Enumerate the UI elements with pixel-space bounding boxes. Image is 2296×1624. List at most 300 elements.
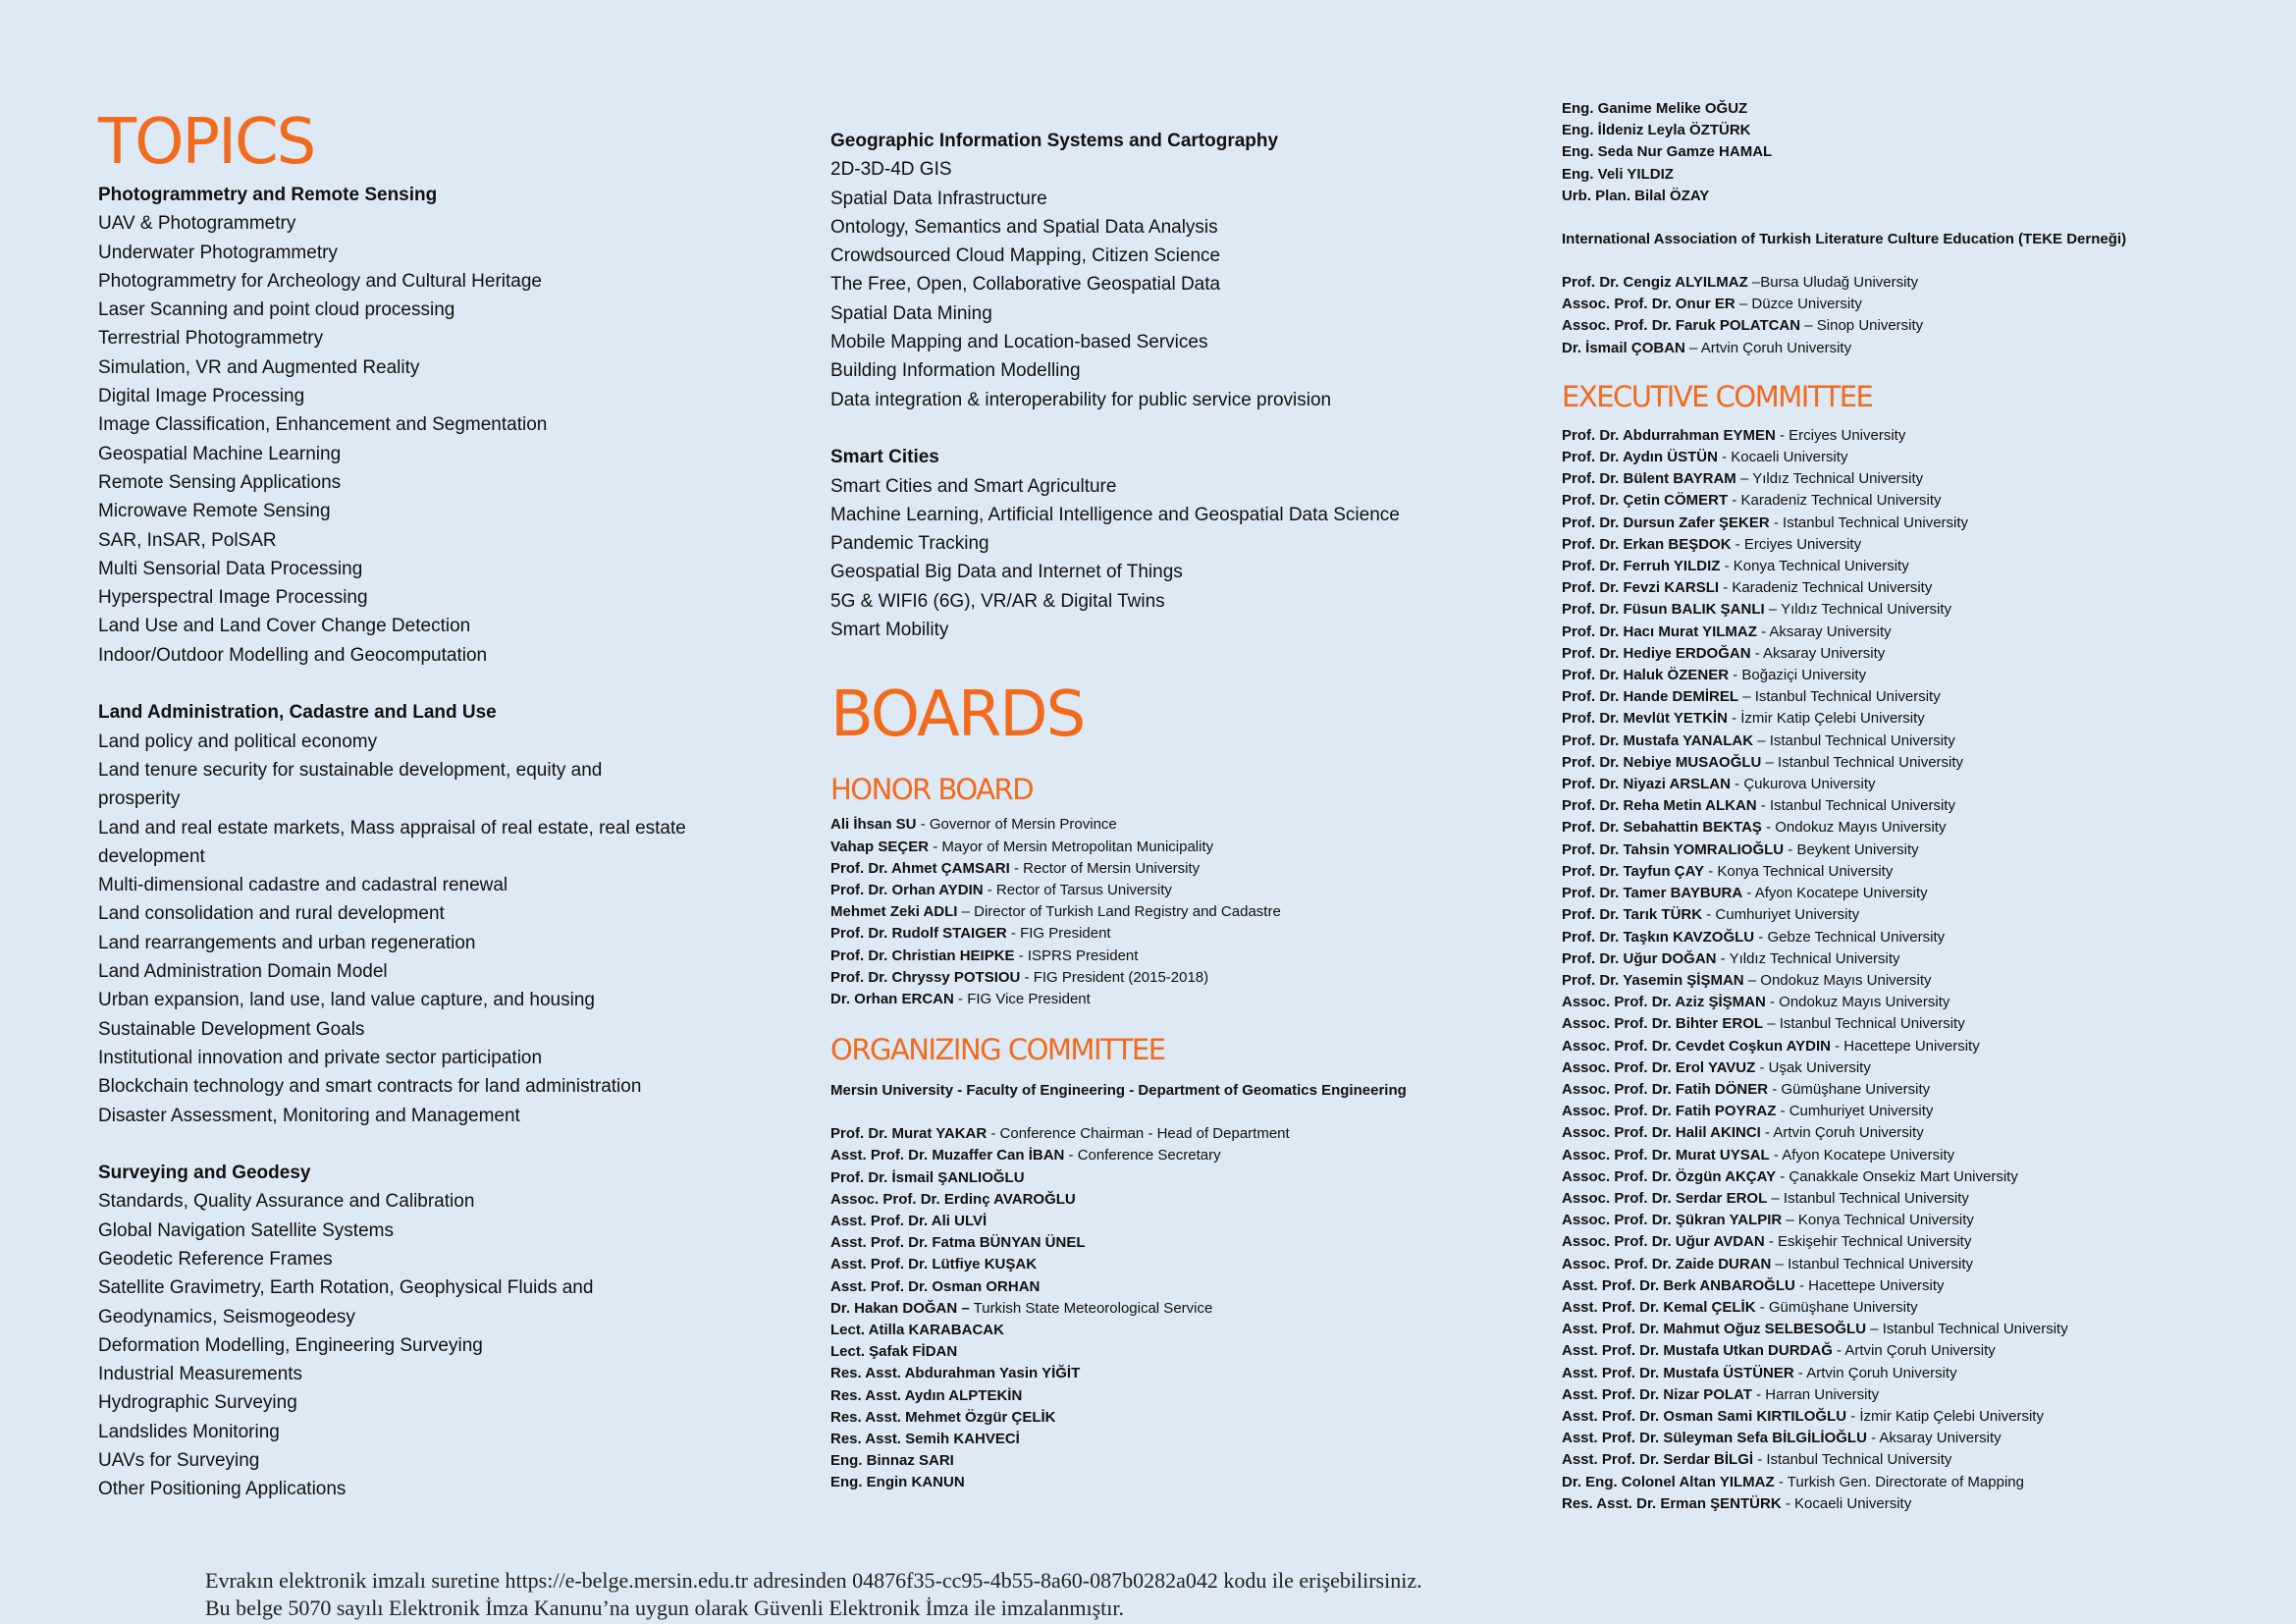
member-affiliation: - Governor of Mersin Province bbox=[916, 816, 1117, 834]
member-name: Asst. Prof. Dr. Mahmut Oğuz SELBESOĞLU bbox=[1562, 1321, 1867, 1338]
topic-item: Image Classification, Enhancement and Segmentation bbox=[98, 414, 548, 436]
member-row bbox=[830, 814, 1498, 836]
topic-item: Geodynamics, Seismogeodesy bbox=[98, 1306, 355, 1327]
member-row bbox=[830, 1211, 1498, 1232]
member-affiliation: – Ondokuz Mayıs University bbox=[1743, 971, 1932, 989]
member-name: Eng. Binnaz SARI bbox=[830, 1452, 954, 1470]
topic-item: Global Navigation Satellite Systems bbox=[98, 1219, 394, 1241]
member-name: Dr. Orhan ERCAN bbox=[830, 990, 954, 1007]
member-row bbox=[1562, 468, 2249, 490]
member-affiliation: - Afyon Kocatepe University bbox=[1769, 1146, 1955, 1164]
member-row bbox=[1562, 927, 2249, 948]
member-row bbox=[1562, 752, 2249, 774]
member-name: Eng. Veli YILDIZ bbox=[1562, 165, 1674, 183]
member-affiliation: - Istanbul Technical University bbox=[1753, 1451, 1952, 1469]
member-row bbox=[1562, 1101, 2249, 1122]
member-name: Res. Asst. Mehmet Özgür ÇELİK bbox=[830, 1408, 1056, 1426]
teke-heading: International Association of Turkish Literature Culture Education (TEKE Derneği) bbox=[1562, 231, 2127, 248]
member-row bbox=[1562, 686, 2249, 708]
topic-item: Multi-dimensional cadastre and cadastral renewal bbox=[98, 875, 508, 896]
member-row bbox=[1562, 1145, 2249, 1166]
member-name: Urb. Plan. Bilal ÖZAY bbox=[1562, 187, 1710, 204]
member-name: Prof. Dr. Füsun BALIK ŞANLI bbox=[1562, 601, 1765, 619]
member-affiliation: – Istanbul Technical University bbox=[1866, 1321, 2068, 1338]
member-affiliation: - FIG President (2015-2018) bbox=[1020, 968, 1209, 986]
member-name: Asst. Prof. Dr. Mustafa Utkan DURDAĞ bbox=[1562, 1342, 1833, 1360]
topic-item: Industrial Measurements bbox=[98, 1364, 303, 1385]
topic-item: Sustainable Development Goals bbox=[98, 1018, 365, 1040]
member-name: Asst. Prof. Dr. Fatma BÜNYAN ÜNEL bbox=[830, 1234, 1086, 1252]
member-row bbox=[1562, 315, 2249, 337]
column-topics-left bbox=[98, 0, 746, 1504]
member-name: Res. Asst. Aydın ALPTEKİN bbox=[830, 1386, 1023, 1404]
member-affiliation: – Istanbul Technical University bbox=[1761, 753, 1964, 771]
member-name: Ali İhsan SU bbox=[830, 816, 917, 834]
member-affiliation: - Afyon Kocatepe University bbox=[1742, 885, 1928, 902]
topic-item: Deformation Modelling, Engineering Surveying bbox=[98, 1334, 483, 1356]
member-name: Prof. Dr. Aydın ÜSTÜN bbox=[1562, 449, 1718, 466]
member-row bbox=[1562, 599, 2249, 621]
member-row bbox=[1562, 490, 2249, 512]
member-name: Prof. Dr. Chryssy POTSIOU bbox=[830, 968, 1021, 986]
member-affiliation: – Director of Turkish Land Registry and Cadastre bbox=[957, 903, 1281, 921]
member-name: Prof. Dr. Nebiye MUSAOĞLU bbox=[1562, 753, 1762, 771]
topic-item: UAVs for Surveying bbox=[98, 1450, 260, 1472]
member-name: Prof. Dr. Orhan AYDIN bbox=[830, 881, 984, 898]
topic-item: 5G & WIFI6 (6G), VR/AR & Digital Twins bbox=[830, 590, 1165, 612]
member-affiliation: – Istanbul Technical University bbox=[1771, 1255, 1974, 1272]
member-name: Asst. Prof. Dr. Lütfiye KUŞAK bbox=[830, 1256, 1038, 1273]
member-row bbox=[1562, 1122, 2249, 1144]
member-name: Prof. Dr. Çetin CÖMERT bbox=[1562, 492, 1729, 510]
member-row bbox=[1562, 708, 2249, 730]
topic-item: Urban expansion, land use, land value capture, and housing bbox=[98, 990, 595, 1011]
member-row bbox=[1562, 1036, 2249, 1057]
member-row bbox=[1562, 556, 2249, 577]
topic-item: Machine Learning, Artificial Intelligence and Geospatial Data Science bbox=[830, 504, 1400, 525]
member-affiliation: - Erciyes University bbox=[1775, 426, 1906, 444]
member-name: Prof. Dr. Taşkın KAVZOĞLU bbox=[1562, 928, 1755, 946]
member-affiliation: – Artvin Çoruh University bbox=[1684, 339, 1852, 356]
member-row bbox=[1562, 98, 2249, 120]
topic-item: Land rearrangements and urban regeneration bbox=[98, 932, 476, 953]
member-row bbox=[830, 1167, 1498, 1189]
topic-item: development bbox=[98, 845, 205, 867]
member-name: Prof. Dr. Haluk ÖZENER bbox=[1562, 667, 1730, 684]
member-row bbox=[1562, 1449, 2249, 1471]
member-affiliation: - Karadeniz Technical University bbox=[1728, 492, 1942, 510]
topic-section-heading: Smart Cities bbox=[830, 447, 939, 468]
member-name: Assoc. Prof. Dr. Uğur AVDAN bbox=[1562, 1233, 1765, 1251]
member-name: Assoc. Prof. Dr. Şükran YALPIR bbox=[1562, 1212, 1783, 1229]
member-affiliation: - Gebze Technical University bbox=[1754, 928, 1946, 946]
topic-item: Digital Image Processing bbox=[98, 386, 305, 407]
topic-item: SAR, InSAR, PolSAR bbox=[98, 529, 277, 551]
topic-item: Landslides Monitoring bbox=[98, 1421, 280, 1442]
member-row bbox=[830, 880, 1498, 901]
topic-item: Underwater Photogrammetry bbox=[98, 242, 338, 263]
member-name: Assoc. Prof. Dr. Zaide DURAN bbox=[1562, 1255, 1772, 1272]
member-affiliation: - Eskişehir Technical University bbox=[1764, 1233, 1972, 1251]
footer-verification-line: Evrakın elektronik imzalı suretine https://e-belge.mersin.edu.tr adresinden 04876f35-cc95-4b55-8a60-087b0282a042 kodu ile erişebilirsiniz. bbox=[205, 1568, 1422, 1593]
member-name: Prof. Dr. Sebahattin BEKTAŞ bbox=[1562, 819, 1762, 837]
member-name: Prof. Dr. Christian HEIPKE bbox=[830, 947, 1015, 964]
member-name: Asst. Prof. Dr. Osman Sami KIRTILOĞLU bbox=[1562, 1407, 1847, 1425]
organizing-committee-list bbox=[830, 1123, 1498, 1493]
member-row bbox=[830, 1407, 1498, 1429]
member-affiliation: - Yıldız Technical University bbox=[1716, 949, 1900, 967]
member-name: Lect. Şafak FİDAN bbox=[830, 1343, 958, 1361]
member-affiliation: - Harran University bbox=[1751, 1385, 1880, 1403]
member-row bbox=[1562, 1013, 2249, 1035]
member-row bbox=[830, 1450, 1498, 1472]
member-row bbox=[830, 923, 1498, 945]
member-name: Prof. Dr. Mevlüt YETKİN bbox=[1562, 710, 1728, 728]
member-row bbox=[1562, 1210, 2249, 1231]
member-name: Dr. Hakan DOĞAN – bbox=[830, 1299, 970, 1317]
member-row bbox=[1562, 120, 2249, 141]
member-name: Eng. Ganime Melike OĞUZ bbox=[1562, 100, 1748, 117]
topic-item: Spatial Data Infrastructure bbox=[830, 188, 1047, 209]
topic-item: Land Use and Land Cover Change Detection bbox=[98, 616, 471, 637]
topic-item: prosperity bbox=[98, 788, 181, 810]
topic-item: Land policy and political economy bbox=[98, 731, 378, 752]
member-row bbox=[830, 837, 1498, 858]
member-row bbox=[1562, 883, 2249, 904]
member-row bbox=[1562, 622, 2249, 643]
member-name: Res. Asst. Dr. Erman ŞENTÜRK bbox=[1562, 1494, 1782, 1512]
topic-item: Pandemic Tracking bbox=[830, 533, 989, 555]
member-affiliation: - Karadeniz Technical University bbox=[1719, 579, 1933, 597]
member-name: Assoc. Prof. Dr. Fatih POYRAZ bbox=[1562, 1103, 1777, 1120]
member-row bbox=[830, 1298, 1498, 1320]
organizing-committee-list-continued bbox=[1562, 98, 2249, 207]
teke-members-list bbox=[1562, 272, 2249, 359]
member-name: Assoc. Prof. Dr. Özgün AKÇAY bbox=[1562, 1167, 1777, 1185]
member-row bbox=[1562, 1231, 2249, 1253]
member-name: Res. Asst. Abdurahman Yasin YİĞİT bbox=[830, 1365, 1081, 1382]
member-row bbox=[1562, 141, 2249, 163]
member-affiliation: - Istanbul Technical University bbox=[1756, 797, 1955, 815]
member-name: Asst. Prof. Dr. Kemal ÇELİK bbox=[1562, 1298, 1756, 1316]
member-affiliation: - FIG Vice President bbox=[953, 990, 1091, 1007]
member-name: Asst. Prof. Dr. Nizar POLAT bbox=[1562, 1385, 1752, 1403]
honor-board-list bbox=[830, 814, 1498, 1010]
member-affiliation: - Aksaray University bbox=[1866, 1430, 2002, 1447]
member-name: Vahap SEÇER bbox=[830, 838, 930, 855]
member-affiliation: - Conference Secretary bbox=[1064, 1147, 1221, 1164]
member-row bbox=[1562, 1363, 2249, 1384]
member-affiliation: – Istanbul Technical University bbox=[1767, 1189, 1969, 1207]
member-row bbox=[1562, 992, 2249, 1013]
member-affiliation: - Istanbul Technical University bbox=[1769, 514, 1969, 531]
topic-item: Geodetic Reference Frames bbox=[98, 1248, 333, 1270]
member-affiliation: - Hacettepe University bbox=[1830, 1037, 1980, 1055]
member-affiliation: - İzmir Katip Çelebi University bbox=[1846, 1407, 2044, 1425]
member-name: Asst. Prof. Dr. Mustafa ÜSTÜNER bbox=[1562, 1364, 1794, 1381]
member-affiliation: - Çanakkale Onsekiz Mart University bbox=[1776, 1167, 2018, 1185]
topic-item: Blockchain technology and smart contracts for land administration bbox=[98, 1076, 642, 1098]
topic-section-heading: Land Administration, Cadastre and Land Use bbox=[98, 702, 497, 724]
topic-item: Multi Sensorial Data Processing bbox=[98, 558, 363, 579]
member-row bbox=[830, 1472, 1498, 1493]
member-affiliation: - Rector of Tarsus University bbox=[983, 881, 1172, 898]
member-row bbox=[830, 967, 1498, 989]
topic-item: Hydrographic Surveying bbox=[98, 1392, 297, 1414]
member-row bbox=[1562, 1188, 2249, 1210]
topic-item: Photogrammetry for Archeology and Cultural Heritage bbox=[98, 270, 543, 292]
member-affiliation: - Mayor of Mersin Metropolitan Municipality bbox=[929, 838, 1214, 855]
member-affiliation: - Artvin Çoruh University bbox=[1760, 1124, 1924, 1142]
member-row bbox=[830, 1189, 1498, 1211]
member-affiliation: - Konya Technical University bbox=[1704, 862, 1894, 880]
member-name: Prof. Dr. İsmail ŞANLIOĞLU bbox=[830, 1168, 1025, 1186]
topic-item: Land consolidation and rural development bbox=[98, 903, 445, 925]
member-name: Prof. Dr. Hacı Murat YILMAZ bbox=[1562, 623, 1757, 640]
member-name: Eng. Seda Nur Gamze HAMAL bbox=[1562, 143, 1773, 161]
member-name: Prof. Dr. Hande DEMİREL bbox=[1562, 688, 1739, 706]
member-name: Prof. Dr. Murat YAKAR bbox=[830, 1125, 988, 1143]
member-row bbox=[830, 1254, 1498, 1275]
member-affiliation: - Hacettepe University bbox=[1794, 1276, 1945, 1294]
topic-item: Disaster Assessment, Monitoring and Management bbox=[98, 1105, 520, 1126]
topic-item: Satellite Gravimetry, Earth Rotation, Geophysical Fluids and bbox=[98, 1277, 594, 1299]
member-name: Prof. Dr. Dursun Zafer ŞEKER bbox=[1562, 514, 1770, 531]
topic-item: Hyperspectral Image Processing bbox=[98, 587, 368, 609]
member-name: Assoc. Prof. Dr. Faruk POLATCAN bbox=[1562, 317, 1801, 335]
member-affiliation: – Sinop University bbox=[1800, 317, 1924, 335]
member-name: Prof. Dr. Abdurrahman EYMEN bbox=[1562, 426, 1776, 444]
member-row bbox=[1562, 1079, 2249, 1101]
member-affiliation: - Ondokuz Mayıs University bbox=[1761, 819, 1947, 837]
topic-item: Remote Sensing Applications bbox=[98, 471, 342, 493]
member-name: Prof. Dr. Erkan BEŞDOK bbox=[1562, 535, 1732, 553]
member-name: Prof. Dr. Yasemin ŞİŞMAN bbox=[1562, 971, 1744, 989]
member-name: Dr. İsmail ÇOBAN bbox=[1562, 339, 1685, 356]
member-name: Prof. Dr. Ahmet ÇAMSARI bbox=[830, 859, 1010, 877]
topic-item: Crowdsourced Cloud Mapping, Citizen Science bbox=[830, 245, 1221, 267]
member-row bbox=[830, 858, 1498, 880]
topic-item: Laser Scanning and point cloud processing bbox=[98, 299, 455, 321]
member-name: Prof. Dr. Fevzi KARSLI bbox=[1562, 579, 1720, 597]
member-row bbox=[830, 1385, 1498, 1407]
member-row bbox=[1562, 534, 2249, 556]
member-row bbox=[1562, 774, 2249, 795]
member-affiliation: - Rector of Mersin University bbox=[1009, 859, 1201, 877]
topic-item: Land tenure security for sustainable development, equity and bbox=[98, 759, 603, 781]
member-row bbox=[1562, 839, 2249, 861]
member-affiliation: - Kocaeli University bbox=[1781, 1494, 1912, 1512]
member-row bbox=[1562, 948, 2249, 970]
member-affiliation: - ISPRS President bbox=[1014, 947, 1139, 964]
topic-item: Standards, Quality Assurance and Calibration bbox=[98, 1191, 475, 1213]
member-row bbox=[1562, 1254, 2249, 1275]
member-name: Prof. Dr. Ferruh YILDIZ bbox=[1562, 558, 1721, 575]
member-affiliation: - Cumhuriyet University bbox=[1776, 1103, 1934, 1120]
member-row bbox=[830, 946, 1498, 967]
member-row bbox=[1562, 186, 2249, 207]
organizing-committee-title: ORGANIZING COMMITTEE bbox=[830, 1033, 1165, 1067]
topic-item: Other Positioning Applications bbox=[98, 1479, 347, 1500]
topic-item: 2D-3D-4D GIS bbox=[830, 159, 952, 181]
topic-item: Microwave Remote Sensing bbox=[98, 501, 331, 522]
member-row bbox=[1562, 577, 2249, 599]
topics-title: TOPICS bbox=[98, 106, 315, 179]
topic-item: Smart Mobility bbox=[830, 620, 949, 641]
member-row bbox=[1562, 513, 2249, 534]
member-row bbox=[1562, 1493, 2249, 1515]
member-name: Asst. Prof. Dr. Muzaffer Can İBAN bbox=[830, 1147, 1065, 1164]
column-topics-boards bbox=[830, 0, 1498, 1494]
topics-list-left bbox=[98, 181, 746, 1504]
member-row bbox=[1562, 294, 2249, 315]
member-row bbox=[1562, 665, 2249, 686]
member-affiliation: – Istanbul Technical University bbox=[1738, 688, 1941, 706]
member-affiliation: - Erciyes University bbox=[1731, 535, 1862, 553]
member-affiliation: - Conference Chairman - Head of Department bbox=[987, 1125, 1290, 1143]
member-name: Prof. Dr. Uğur DOĞAN bbox=[1562, 949, 1717, 967]
member-affiliation: - Boğaziçi University bbox=[1729, 667, 1867, 684]
member-row bbox=[830, 1145, 1498, 1166]
member-row bbox=[1562, 1340, 2249, 1362]
topic-section-heading: Surveying and Geodesy bbox=[98, 1163, 311, 1184]
topic-item: Geospatial Big Data and Internet of Things bbox=[830, 562, 1183, 583]
member-row bbox=[1562, 1166, 2249, 1188]
column-committees bbox=[1562, 0, 2249, 1515]
member-name: Eng. İldeniz Leyla ÖZTÜRK bbox=[1562, 122, 1751, 139]
member-row bbox=[830, 989, 1498, 1010]
member-name: Assoc. Prof. Dr. Erdinç AVAROĞLU bbox=[830, 1190, 1076, 1208]
topic-item: Land Administration Domain Model bbox=[98, 961, 388, 983]
member-affiliation: – Yıldız Technical University bbox=[1735, 470, 1924, 488]
topic-item: Terrestrial Photogrammetry bbox=[98, 328, 324, 350]
member-affiliation: - Ondokuz Mayıs University bbox=[1765, 994, 1950, 1011]
member-affiliation: – Istanbul Technical University bbox=[1753, 731, 1955, 749]
footer-signature-line: Bu belge 5070 sayılı Elektronik İmza Kanunu’na uygun olarak Güvenli Elektronik İmza ile imzalanmıştır. bbox=[205, 1596, 1124, 1620]
member-name: Assoc. Prof. Dr. Murat UYSAL bbox=[1562, 1146, 1770, 1164]
member-name: Prof. Dr. Mustafa YANALAK bbox=[1562, 731, 1754, 749]
member-affiliation: - Turkish Gen. Directorate of Mapping bbox=[1774, 1473, 2024, 1490]
member-row bbox=[1562, 731, 2249, 752]
topic-section-heading: Geographic Information Systems and Cartography bbox=[830, 131, 1279, 151]
topic-item: Simulation, VR and Augmented Reality bbox=[98, 356, 420, 378]
member-name: Assoc. Prof. Dr. Erol YAVUZ bbox=[1562, 1058, 1756, 1076]
member-name: Prof. Dr. Tayfun ÇAY bbox=[1562, 862, 1705, 880]
member-row bbox=[1562, 817, 2249, 839]
member-affiliation: Turkish State Meteorological Service bbox=[969, 1299, 1213, 1317]
member-name: Prof. Dr. Cengiz ALYILMAZ bbox=[1562, 274, 1748, 292]
honor-board-title: HONOR BOARD bbox=[830, 773, 1034, 807]
topic-item: Indoor/Outdoor Modelling and Geocomputation bbox=[98, 644, 488, 666]
member-name: Prof. Dr. Bülent BAYRAM bbox=[1562, 470, 1736, 488]
member-affiliation: - FIG President bbox=[1006, 925, 1111, 943]
boards-title: BOARDS bbox=[830, 678, 1085, 752]
member-name: Asst. Prof. Dr. Osman ORHAN bbox=[830, 1277, 1041, 1295]
topic-item: Data integration & interoperability for public service provision bbox=[830, 389, 1332, 410]
member-affiliation: - Gümüşhane University bbox=[1768, 1080, 1931, 1098]
member-row bbox=[830, 1320, 1498, 1341]
member-affiliation: – Istanbul Technical University bbox=[1763, 1015, 1965, 1033]
member-affiliation: - Gümüşhane University bbox=[1755, 1298, 1918, 1316]
member-name: Eng. Engin KANUN bbox=[830, 1474, 965, 1491]
member-row bbox=[1562, 447, 2249, 468]
member-row bbox=[830, 1276, 1498, 1298]
topic-item: Geospatial Machine Learning bbox=[98, 443, 342, 464]
member-name: Prof. Dr. Hediye ERDOĞAN bbox=[1562, 644, 1751, 662]
member-affiliation: - Artvin Çoruh University bbox=[1793, 1364, 1957, 1381]
member-name: Lect. Atilla KARABACAK bbox=[830, 1322, 1004, 1338]
member-affiliation: – Yıldız Technical University bbox=[1764, 601, 1952, 619]
member-name: Prof. Dr. Reha Metin ALKAN bbox=[1562, 797, 1757, 815]
member-affiliation: - Kocaeli University bbox=[1717, 449, 1848, 466]
member-name: Asst. Prof. Dr. Berk ANBAROĞLU bbox=[1562, 1276, 1795, 1294]
topic-item: The Free, Open, Collaborative Geospatial Data bbox=[830, 274, 1221, 296]
member-affiliation: –Bursa Uludağ University bbox=[1747, 274, 1919, 292]
executive-committee-list bbox=[1562, 425, 2249, 1515]
member-name: Prof. Dr. Tarık TÜRK bbox=[1562, 906, 1703, 924]
member-name: Asst. Prof. Dr. Süleyman Sefa BİLGİLİOĞLU bbox=[1562, 1430, 1867, 1447]
member-name: Dr. Eng. Colonel Altan YILMAZ bbox=[1562, 1473, 1775, 1490]
member-name: Assoc. Prof. Dr. Aziz ŞİŞMAN bbox=[1562, 994, 1766, 1011]
member-row bbox=[830, 1363, 1498, 1384]
member-name: Mehmet Zeki ADLI bbox=[830, 903, 958, 921]
topic-item: Land and real estate markets, Mass appraisal of real estate, real estate bbox=[98, 817, 686, 839]
member-name: Prof. Dr. Niyazi ARSLAN bbox=[1562, 776, 1731, 793]
executive-committee-title: EXECUTIVE COMMITTEE bbox=[1562, 379, 1873, 413]
e-signature-footer bbox=[205, 1567, 1422, 1622]
member-row bbox=[830, 1429, 1498, 1450]
member-name: Res. Asst. Semih KAHVECİ bbox=[830, 1431, 1020, 1448]
member-name: Assoc. Prof. Dr. Serdar EROL bbox=[1562, 1189, 1768, 1207]
member-affiliation: - İzmir Katip Çelebi University bbox=[1727, 710, 1925, 728]
member-row bbox=[830, 1123, 1498, 1145]
member-name: Assoc. Prof. Dr. Fatih DÖNER bbox=[1562, 1080, 1769, 1098]
topic-item: Mobile Mapping and Location-based Services bbox=[830, 332, 1208, 353]
member-row bbox=[1562, 970, 2249, 992]
organizing-institution: Mersin University - Faculty of Engineering - Department of Geomatics Engineering bbox=[830, 1082, 1407, 1100]
topic-item: Spatial Data Mining bbox=[830, 302, 992, 324]
member-name: Prof. Dr. Tamer BAYBURA bbox=[1562, 885, 1743, 902]
member-row bbox=[1562, 1297, 2249, 1319]
member-name: Asst. Prof. Dr. Ali ULVİ bbox=[830, 1212, 988, 1229]
topic-item: Building Information Modelling bbox=[830, 360, 1081, 382]
member-row bbox=[1562, 272, 2249, 294]
topic-section-heading: Photogrammetry and Remote Sensing bbox=[98, 185, 438, 205]
member-name: Assoc. Prof. Dr. Halil AKINCI bbox=[1562, 1124, 1761, 1142]
member-affiliation: - Artvin Çoruh University bbox=[1832, 1342, 1996, 1360]
member-name: Prof. Dr. Rudolf STAIGER bbox=[830, 925, 1007, 943]
member-row bbox=[1562, 643, 2249, 665]
member-name: Assoc. Prof. Dr. Onur ER bbox=[1562, 296, 1735, 313]
member-affiliation: - Konya Technical University bbox=[1720, 558, 1909, 575]
topic-item: Smart Cities and Smart Agriculture bbox=[830, 475, 1117, 497]
topic-item: UAV & Photogrammetry bbox=[98, 213, 296, 235]
member-row bbox=[1562, 861, 2249, 883]
member-affiliation: - Aksaray University bbox=[1750, 644, 1886, 662]
member-row bbox=[1562, 795, 2249, 817]
member-name: Prof. Dr. Tahsin YOMRALIOĞLU bbox=[1562, 840, 1785, 858]
member-row bbox=[830, 1232, 1498, 1254]
member-row bbox=[1562, 1384, 2249, 1406]
member-name: Assoc. Prof. Dr. Bihter EROL bbox=[1562, 1015, 1764, 1033]
member-row bbox=[830, 1341, 1498, 1363]
member-row bbox=[1562, 1472, 2249, 1493]
member-row bbox=[1562, 164, 2249, 186]
member-row bbox=[1562, 1057, 2249, 1079]
topic-item: Institutional innovation and private sector participation bbox=[98, 1047, 543, 1068]
member-affiliation: – Düzce University bbox=[1735, 296, 1862, 313]
member-row bbox=[1562, 338, 2249, 359]
